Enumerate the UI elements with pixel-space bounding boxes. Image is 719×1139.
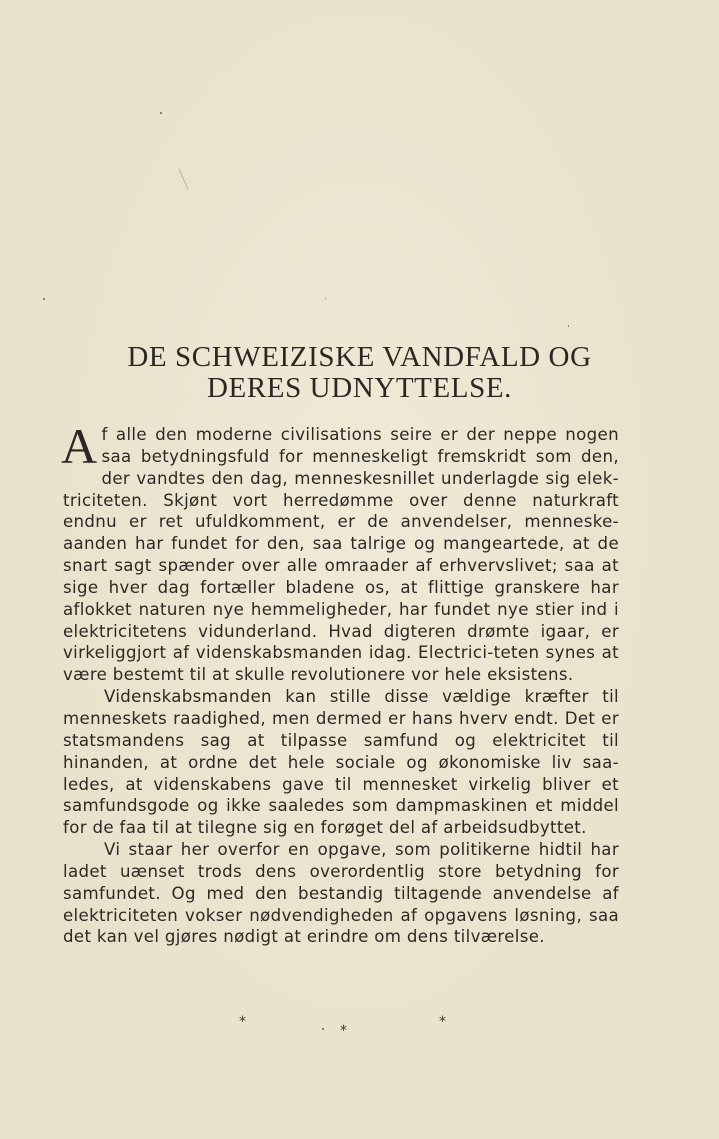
- chapter-title-line-1: DE SCHWEIZISKE VANDFALD OG: [127, 341, 592, 373]
- paragraph: [61, 418, 619, 686]
- section-separator-asterisk: *: [439, 1014, 446, 1030]
- drop-cap: A: [61, 418, 98, 474]
- paper-fibre: [179, 169, 189, 190]
- paragraph: Vi staar her overfor en opgave, som politikerne hidtil har ladet uænset trods dens overordentlig store betydning for samfundet. Og med den bestandig tiltagende anvendelse af elektriciteten vokser nødvendigheden af opgavens løsning, saa det kan vel gjøres nødigt at erindre om dens tilværelse.: [63, 840, 619, 947]
- paper-speck: [160, 112, 162, 114]
- paper-speck: [43, 298, 45, 300]
- body-text: [61, 418, 619, 948]
- paper-speck: [568, 325, 569, 327]
- paragraph-text: f alle den moderne civilisations seire er der neppe nogen saa betydningsfuld for menneskeligt fremskridt som den, der vandtes den dag, menneskesnillet underlagde sig elek-triciteten. Skjønt vort herredømme over denne naturkraft endnu er ret ufuldkomment, er de anvendelser, menneske-aanden har fundet for den, saa talrige og mangeartede, at de snart sagt spænder over alle omraader af erhvervslivet; saa at sige hver dag fortæller bladene os, at flittige granskere har aflokket naturen nye hemmeligheder, har fundet nye stier ind i elektricitetens vidunderland. Hvad digteren drømte igaar, er virkeliggjort af videnskabsmanden idag. Electrici-teten synes at være bestemt til at skulle revolutionere vor hele eksistens.: [63, 425, 619, 685]
- section-separator-asterisk: *: [340, 1023, 347, 1039]
- paper-speck: [325, 298, 326, 299]
- section-separator-asterisk: *: [239, 1014, 246, 1030]
- chapter-title-line-2: DERES UDNYTTELSE.: [206, 372, 512, 404]
- paper-speck: [322, 1028, 324, 1030]
- paragraph: Videnskabsmanden kan stille disse vældige kræfter til menneskets raadighed, men dermed er hans hverv endt. Det er statsmandens sag at tilpasse samfund og elektricitet til hinanden, at ordne det hele sociale og økonomiske liv saa-ledes, at videnskabens gave til mennesket virkelig bliver et samfundsgode og ikke saaledes som dampmaskinen et middel for de faa til at tilegne sig en forøget del af arbeidsudbyttet.: [63, 687, 619, 838]
